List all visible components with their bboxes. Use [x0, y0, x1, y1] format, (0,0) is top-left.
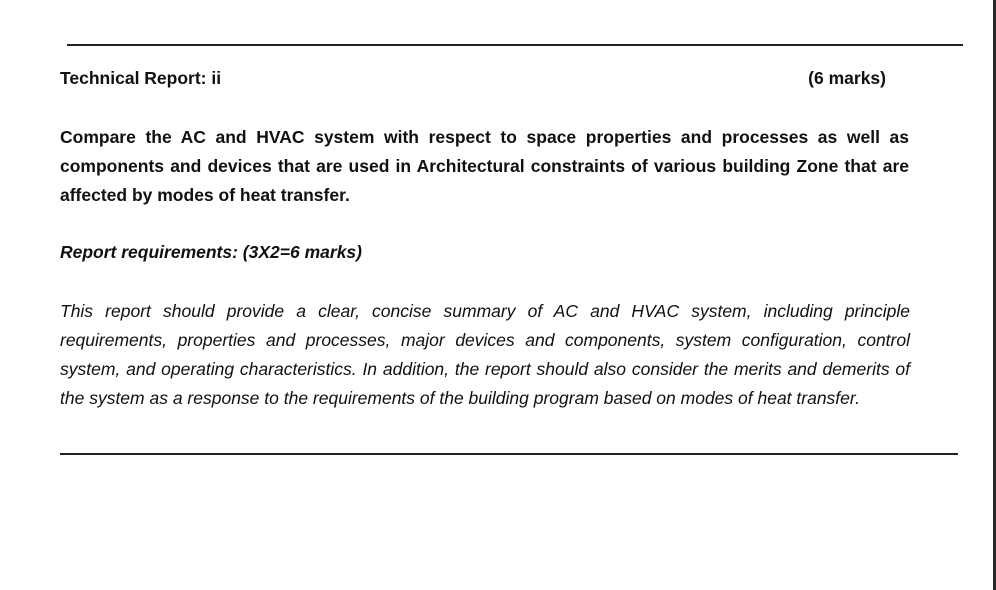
report-marks: (6 marks): [808, 68, 886, 88]
bottom-divider: [60, 453, 958, 455]
report-title: Technical Report: ii: [60, 68, 222, 88]
requirements-body: This report should provide a clear, concise summary of AC and HVAC system, including principle requirements, properties and processes, major devices and components, system configuration, control system, and operating characteristics. In addition, the report should also consider the merits and demerits of the system as a response to the requirements of the building program based on modes of heat transfer.: [60, 301, 910, 408]
top-divider: [67, 44, 963, 46]
report-heading-row: [60, 66, 886, 90]
requirements-heading: Report requirements: (3X2=6 marks): [60, 242, 362, 262]
question-text: Compare the AC and HVAC system with respect to space properties and processes as well as components and devices that are used in Architectural constraints of various building Zone that are affected by modes of heat transfer.: [60, 127, 909, 205]
